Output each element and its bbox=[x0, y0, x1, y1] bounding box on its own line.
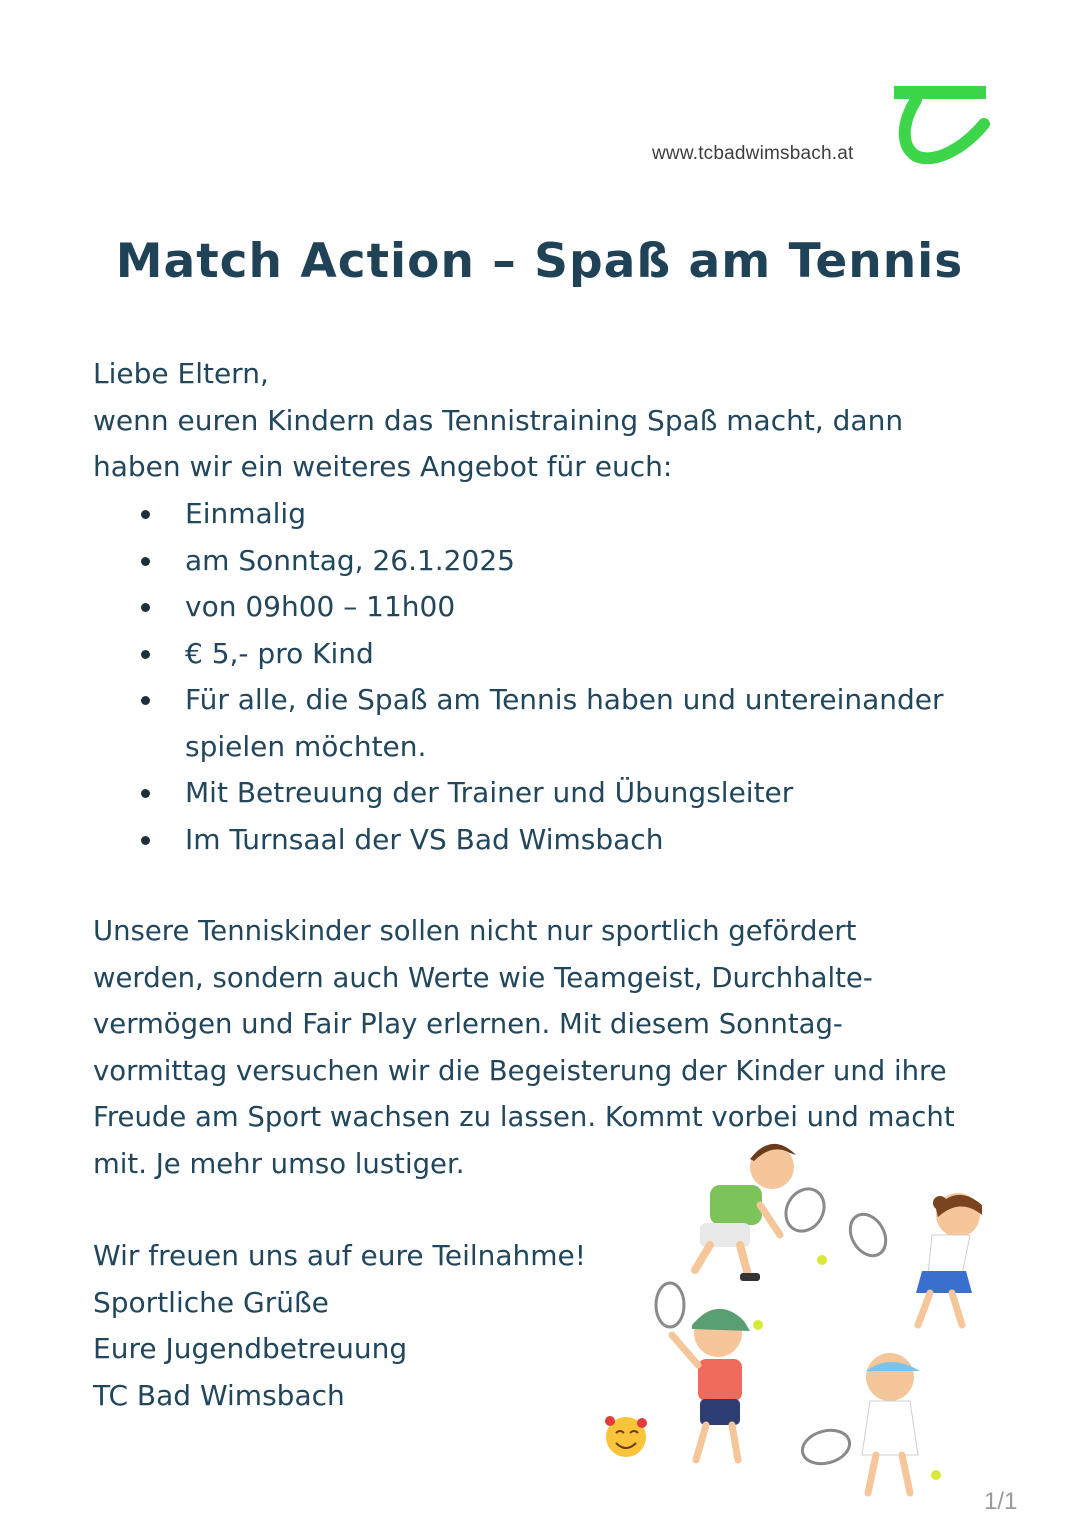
kid-girl-visor bbox=[799, 1353, 941, 1493]
paragraph-line: werden, sondern auch Werte wie Teamgeist, Durchhalte- bbox=[93, 961, 873, 994]
list-item: Einmalig bbox=[93, 491, 944, 538]
paragraph-line: Unsere Tenniskinder sollen nicht nur sportlich gefördert bbox=[93, 915, 857, 947]
closing-signature bbox=[93, 1233, 586, 1419]
greeting-line: wenn euren Kindern das Tennistraining Spaß macht, dann bbox=[93, 403, 904, 437]
tc-logo-icon bbox=[892, 84, 990, 164]
closing-line: TC Bad Wimsbach bbox=[93, 1378, 345, 1412]
greeting-line: haben wir ein weiteres Angebot für euch: bbox=[93, 450, 673, 483]
list-item: Im Turnsaal der VS Bad Wimsbach bbox=[93, 817, 944, 864]
closing-line: Sportliche Grüße bbox=[93, 1285, 329, 1319]
smiling-hearts-emoji-icon bbox=[605, 1416, 647, 1457]
kid-girl-right bbox=[843, 1193, 982, 1325]
list-item: € 5,- pro Kind bbox=[93, 631, 944, 678]
closing-line: Eure Jugendbetreuung bbox=[93, 1332, 408, 1365]
list-item: am Sonntag, 26.1.2025 bbox=[93, 538, 944, 585]
paragraph-line: mit. Je mehr umso lustiger. bbox=[93, 1147, 465, 1180]
paragraph-line: Freude am Sport wachsen zu lassen. Kommt vorbei und macht bbox=[93, 1101, 955, 1133]
page-indicator: 1/1 bbox=[984, 1488, 1018, 1515]
kid-boy-cap bbox=[656, 1283, 763, 1460]
list-item: Für alle, die Spaß am Tennis haben und untereinander bbox=[93, 677, 944, 724]
kid-green-shirt bbox=[695, 1144, 832, 1281]
tennis-kids-illustration bbox=[600, 1125, 1040, 1515]
page-title: Match Action – Spaß am Tennis bbox=[115, 234, 964, 289]
offer-list bbox=[93, 491, 944, 863]
greeting bbox=[93, 351, 903, 491]
closing-line: Wir freuen uns auf eure Teilnahme! bbox=[93, 1239, 587, 1272]
list-item: von 09h00 – 11h00 bbox=[93, 584, 944, 631]
list-item: Mit Betreuung der Trainer und Übungsleiter bbox=[93, 770, 944, 817]
website-url: www.tcbadwimsbach.at bbox=[652, 143, 854, 164]
greeting-line: Liebe Eltern, bbox=[93, 357, 269, 390]
list-item-continuation: spielen möchten. bbox=[185, 729, 427, 763]
paragraph-line: vermögen und Fair Play erlernen. Mit diesem Sonntag- bbox=[93, 1008, 843, 1040]
paragraph-line: vormittag versuchen wir die Begeisterung der Kinder und ihre bbox=[93, 1054, 947, 1087]
